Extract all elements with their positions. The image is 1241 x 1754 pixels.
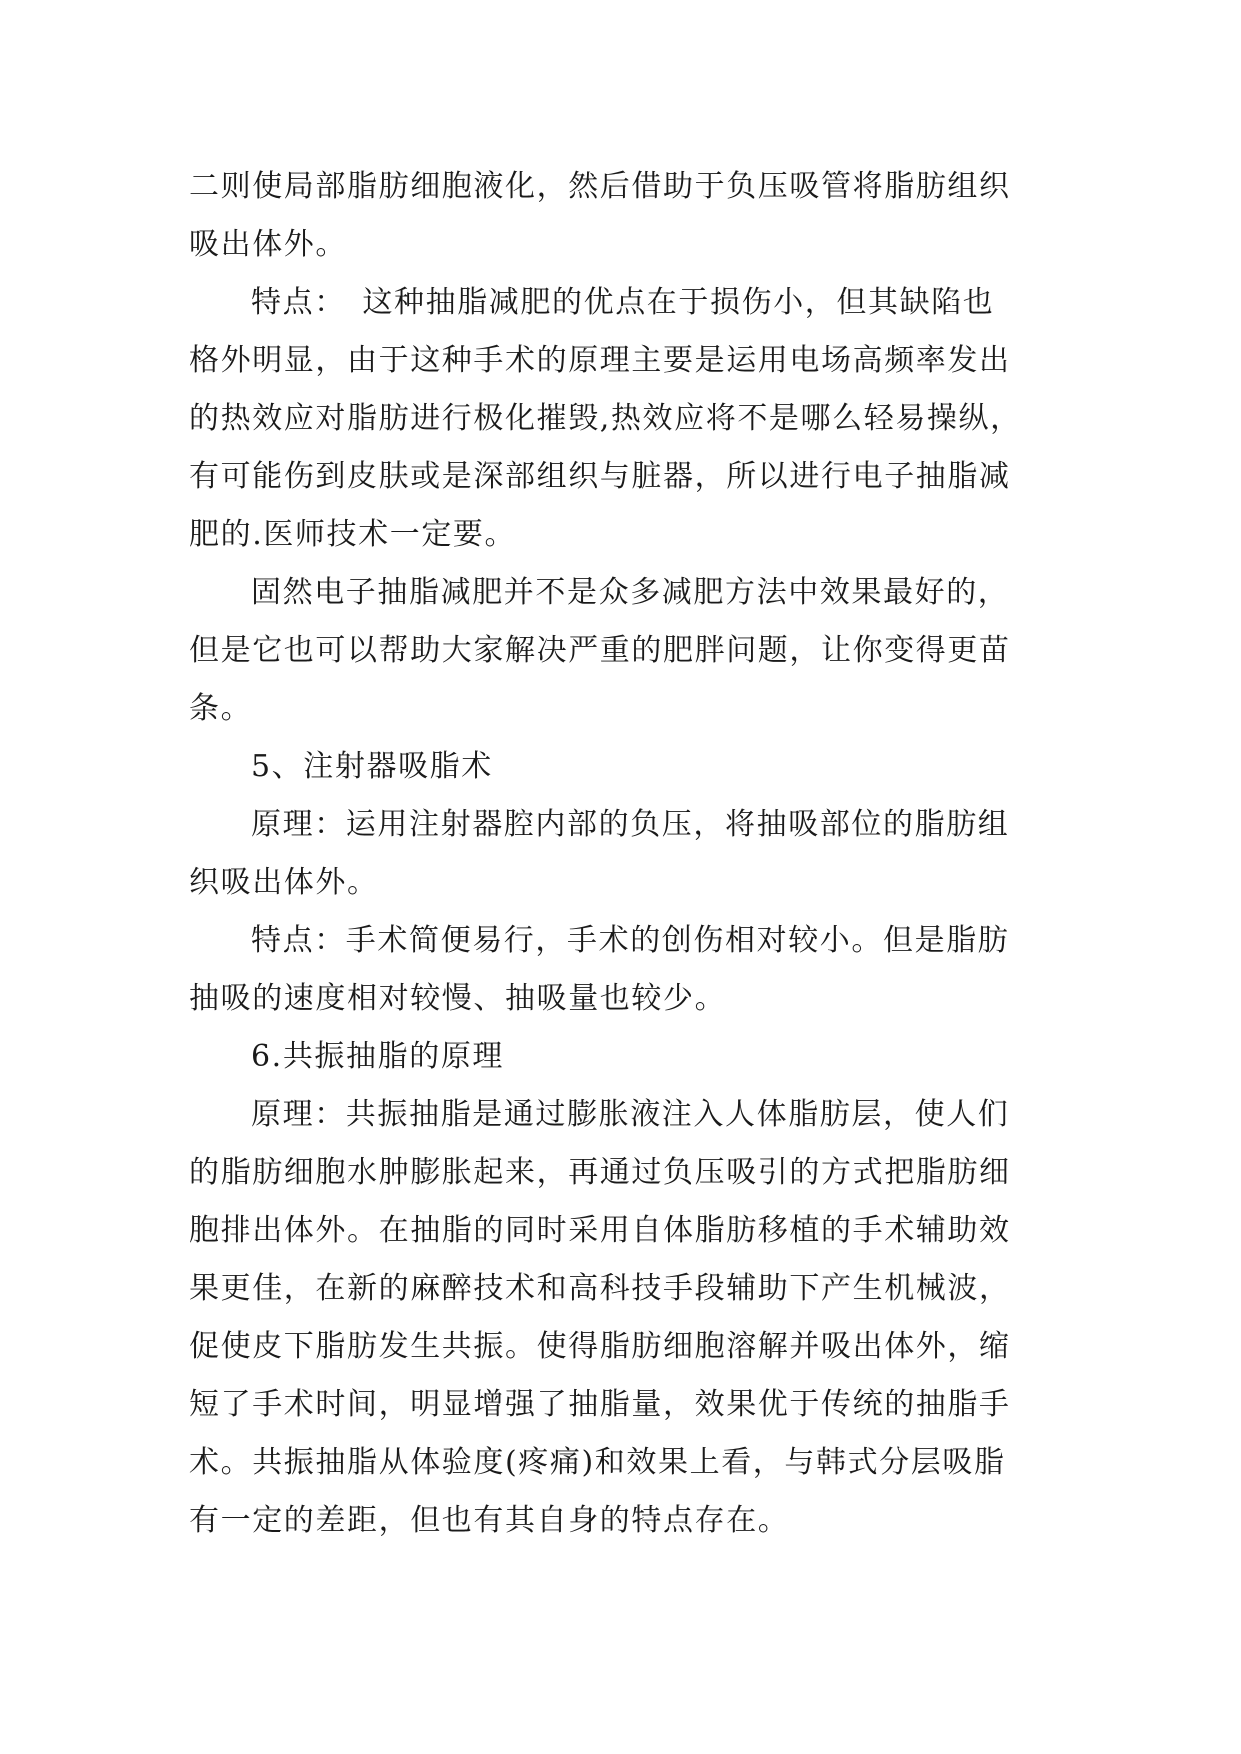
paragraph (189, 564, 1059, 738)
paragraph (189, 1028, 1059, 1086)
paragraph-line: 特点：手术简便易行，手术的创伤相对较小。但是脂肪 (251, 923, 1010, 958)
document-body (189, 158, 1059, 1550)
paragraph (189, 796, 1059, 912)
paragraph-line: 原理：共振抽脂是通过膨胀液注入人体脂肪层，使人们 (251, 1097, 1010, 1132)
paragraph-line: 吸出体外。 (189, 227, 347, 262)
paragraph (189, 738, 1059, 796)
paragraph-line: 术。共振抽脂从体验度(疼痛)和效果上看，与韩式分层吸脂 (189, 1445, 1006, 1480)
paragraph-line: 抽吸的速度相对较慢、抽吸量也较少。 (189, 981, 727, 1016)
paragraph-line: 胞排出体外。在抽脂的同时采用自体脂肪移植的手术辅助效 (189, 1213, 1011, 1248)
paragraph (189, 158, 1059, 274)
paragraph-line: 的脂肪细胞水肿膨胀起来，再通过负压吸引的方式把脂肪细 (189, 1155, 1011, 1190)
paragraph (189, 912, 1059, 1028)
paragraph-line: 格外明显，由于这种手术的原理主要是运用电场高频率发出 (189, 343, 1011, 378)
paragraph (189, 274, 1059, 564)
paragraph-line: 固然电子抽脂减肥并不是众多减肥方法中效果最好的， (251, 575, 1010, 610)
paragraph (189, 1086, 1059, 1550)
paragraph-line: 二则使局部脂肪细胞液化，然后借助于负压吸管将脂肪组织 (189, 169, 1011, 204)
paragraph-line: 5、注射器吸脂术 (251, 749, 493, 784)
paragraph-line: 肥的.医师技术一定要。 (189, 517, 517, 552)
paragraph-line: 的热效应对脂肪进行极化摧毁,热效应将不是哪么轻易操纵， (189, 401, 1022, 436)
paragraph-line: 有一定的差距，但也有其自身的特点存在。 (189, 1503, 790, 1538)
paragraph-line: 短了手术时间，明显增强了抽脂量，效果优于传统的抽脂手 (189, 1387, 1011, 1422)
paragraph-line: 6.共振抽脂的原理 (251, 1039, 505, 1074)
paragraph-line: 果更佳，在新的麻醉技术和高科技手段辅助下产生机械波， (189, 1271, 1011, 1306)
paragraph-line: 但是它也可以帮助大家解决严重的肥胖问题，让你变得更苗 (189, 633, 1011, 668)
paragraph-line: 条。 (189, 691, 253, 726)
paragraph-line: 促使皮下脂肪发生共振。使得脂肪细胞溶解并吸出体外，缩 (189, 1329, 1011, 1364)
paragraph-line: 织吸出体外。 (189, 865, 379, 900)
paragraph-line: 原理：运用注射器腔内部的负压，将抽吸部位的脂肪组 (251, 807, 1010, 842)
paragraph-line: 有可能伤到皮肤或是深部组织与脏器，所以进行电子抽脂减 (189, 459, 1011, 494)
paragraph-line: 特点： 这种抽脂减肥的优点在于损伤小，但其缺陷也 (251, 285, 995, 320)
